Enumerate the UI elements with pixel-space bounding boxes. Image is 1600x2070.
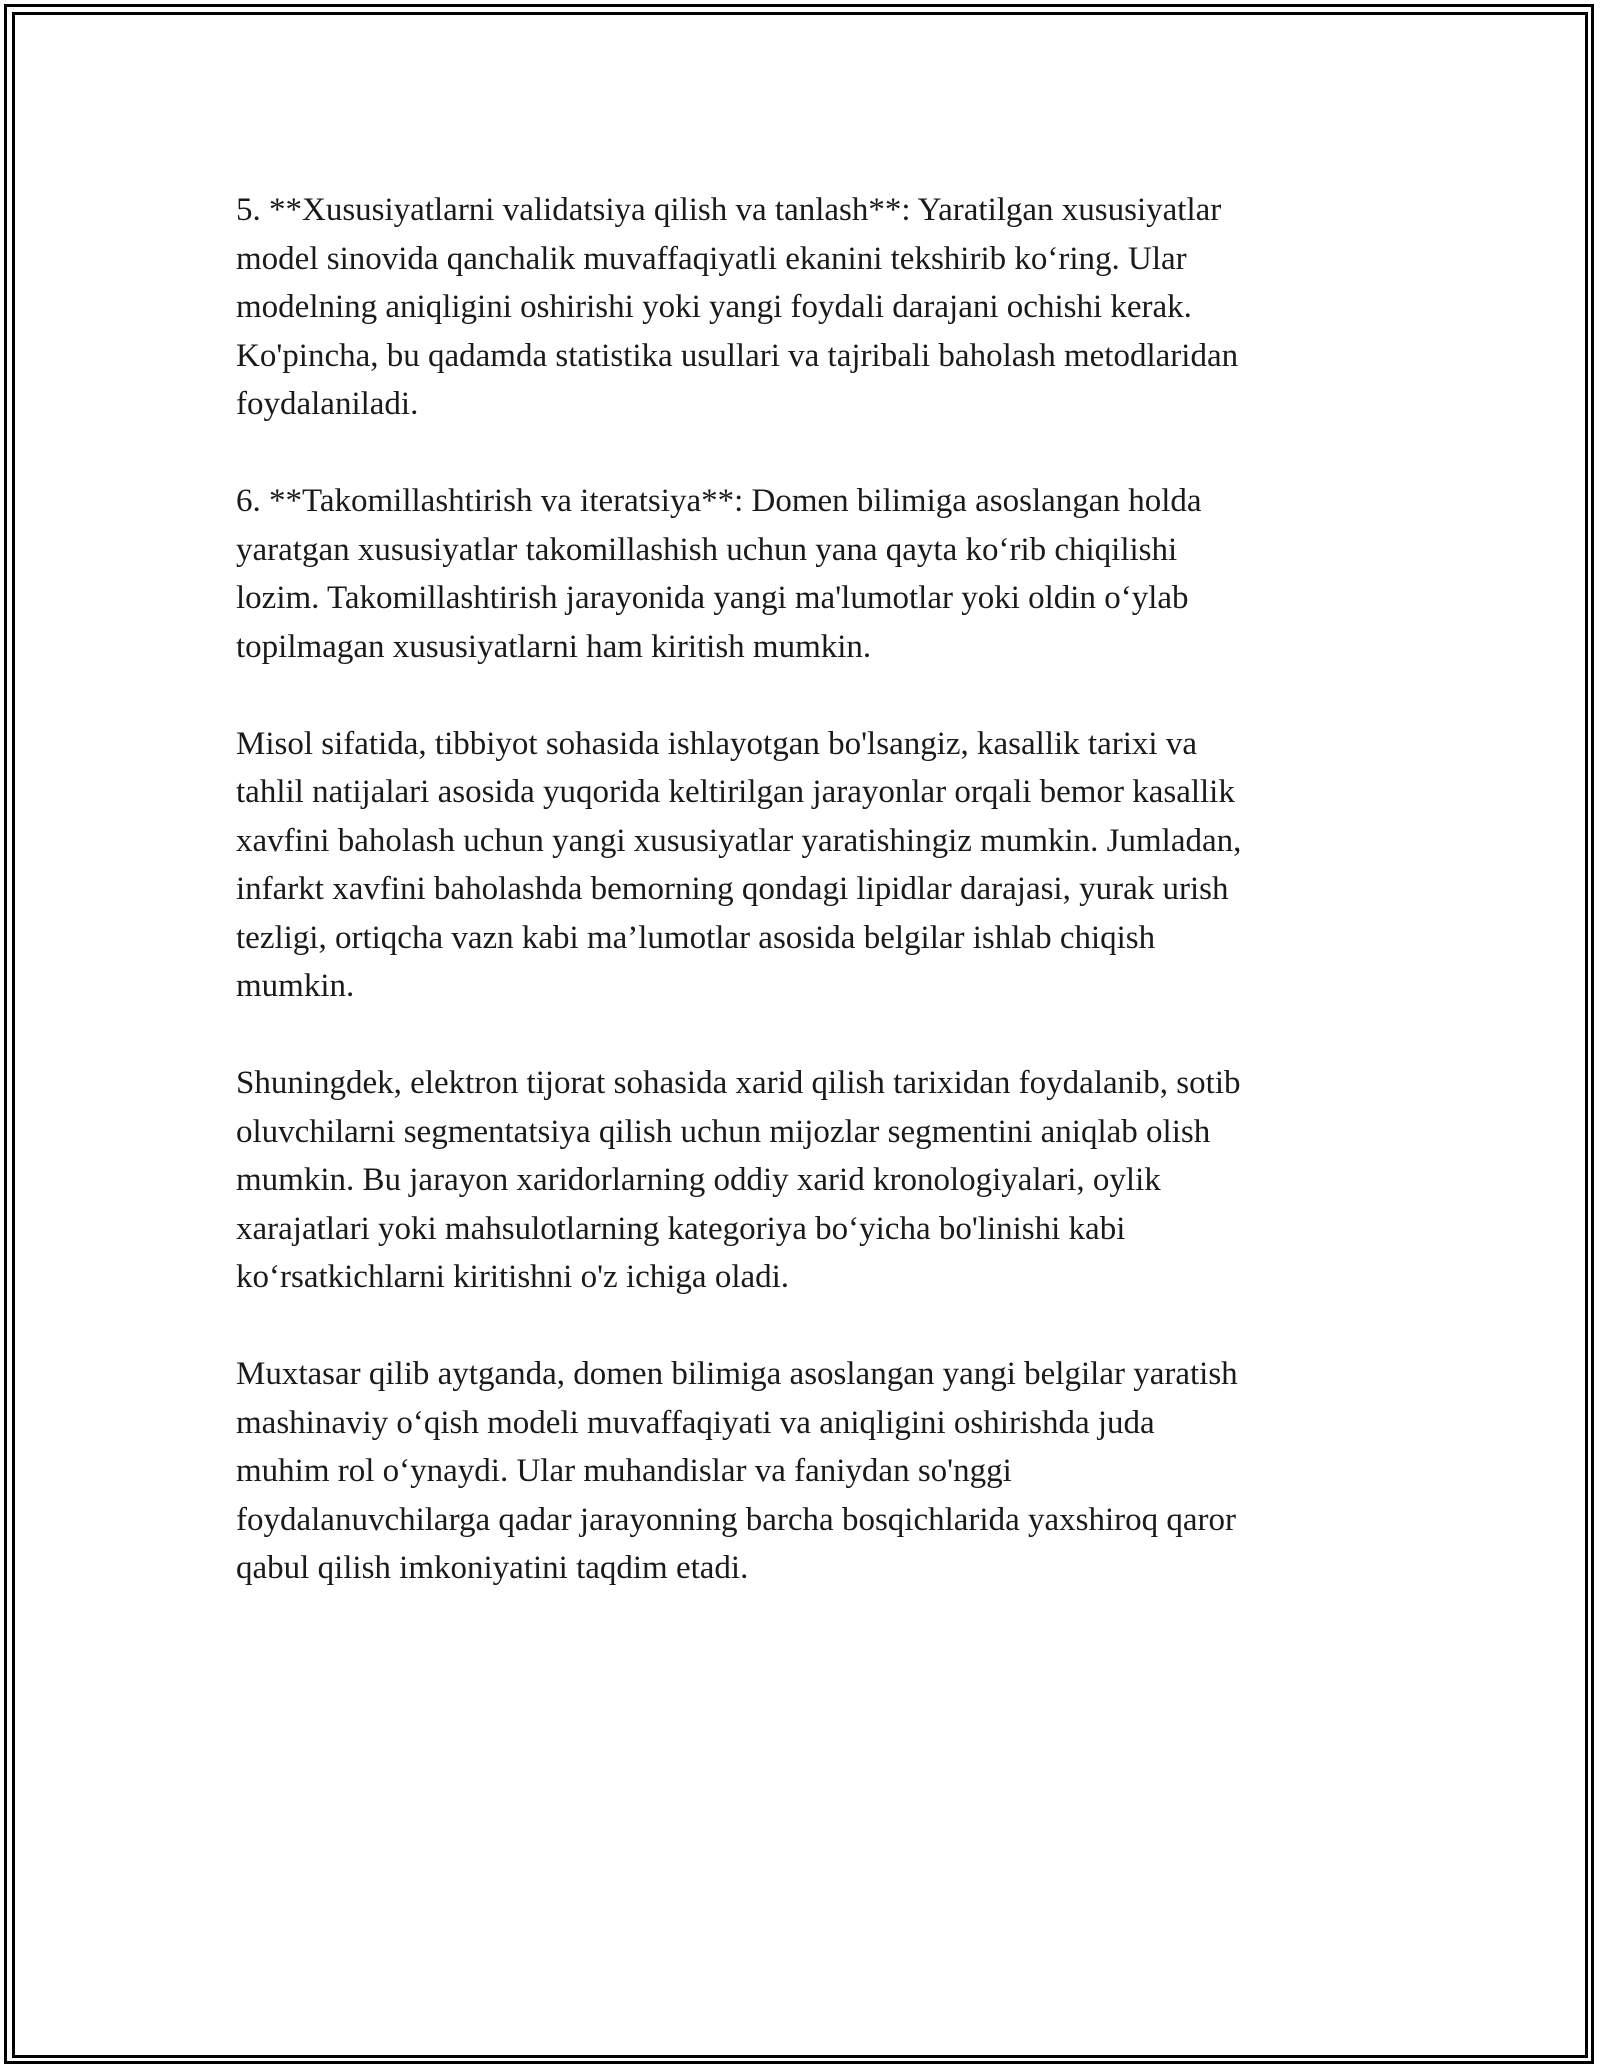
paragraph-ecommerce-example	[236, 1059, 1364, 1302]
text-line: lozim. Takomillashtirish jarayonida yangi ma'lumotlar yoki oldin o‘ylab	[236, 580, 1189, 616]
text-line: 5. **Xususiyatlarni validatsiya qilish va tanlash**: Yaratilgan xususiyatlar	[236, 192, 1222, 228]
text-line: mashinaviy o‘qish modeli muvaffaqiyati va aniqligini oshirishda juda	[236, 1404, 1155, 1441]
text-line: mumkin.	[236, 968, 355, 1004]
text-line: mumkin. Bu jarayon xaridorlarning oddiy xarid kronologiyalari, oylik	[236, 1162, 1161, 1198]
text-line: oluvchilarni segmentatsiya qilish uchun mijozlar segmentini aniqlab olish	[236, 1113, 1211, 1150]
paragraph-summary	[236, 1350, 1364, 1593]
text-line: xavfini baholash uchun yangi xususiyatlar yaratishingiz mumkin. Jumladan,	[236, 822, 1242, 859]
text-line: Misol sifatida, tibbiyot sohasida ishlayotgan bo'lsangiz, kasallik tarixi va	[236, 725, 1197, 762]
text-line: model sinovida qanchalik muvaffaqiyatli ekanini tekshirib ko‘ring. Ular	[236, 240, 1187, 277]
text-line: ko‘rsatkichlarni kiritishni o'z ichiga oladi.	[236, 1259, 790, 1295]
text-line: yaratgan xususiyatlar takomillashish uchun yana qayta ko‘rib chiqilishi	[236, 531, 1178, 568]
text-line: 6. **Takomillashtirish va iteratsiya**: Domen bilimiga asoslangan holda	[236, 483, 1202, 519]
text-line: xarajatlari yoki mahsulotlarning kategoriya bo‘yicha bo'linishi kabi	[236, 1210, 1126, 1247]
text-line: qabul qilish imkoniyatini taqdim etadi.	[236, 1550, 749, 1586]
paragraph-iteration	[236, 477, 1364, 671]
text-line: tahlil natijalari asosida yuqorida keltirilgan jarayonlar orqali bemor kasallik	[236, 774, 1235, 810]
text-line: topilmagan xususiyatlarni ham kiritish mumkin.	[236, 628, 872, 665]
text-line: Shuningdek, elektron tijorat sohasida xarid qilish tarixidan foydalanib, sotib	[236, 1065, 1241, 1101]
text-line: foydalaniladi.	[236, 386, 419, 422]
document-body	[236, 186, 1364, 1641]
text-line: Ko'pincha, bu qadamda statistika usullari va tajribali baholash metodlaridan	[236, 337, 1239, 374]
text-line: infarkt xavfini baholashda bemorning qondagi lipidlar darajasi, yurak urish	[236, 871, 1229, 907]
text-line: tezligi, ortiqcha vazn kabi ma’lumotlar asosida belgilar ishlab chiqish	[236, 919, 1156, 956]
text-line: modelning aniqligini oshirishi yoki yangi foydali darajani ochishi kerak.	[236, 289, 1192, 325]
text-line: foydalanuvchilarga qadar jarayonning barcha bosqichlarida yaxshiroq qaror	[236, 1501, 1237, 1538]
paragraph-validation	[236, 186, 1364, 429]
text-line: muhim rol o‘ynaydi. Ular muhandislar va faniydan so'nggi	[236, 1453, 1012, 1489]
text-line: Muxtasar qilib aytganda, domen bilimiga asoslangan yangi belgilar yaratish	[236, 1356, 1238, 1392]
paragraph-medical-example	[236, 720, 1364, 1011]
